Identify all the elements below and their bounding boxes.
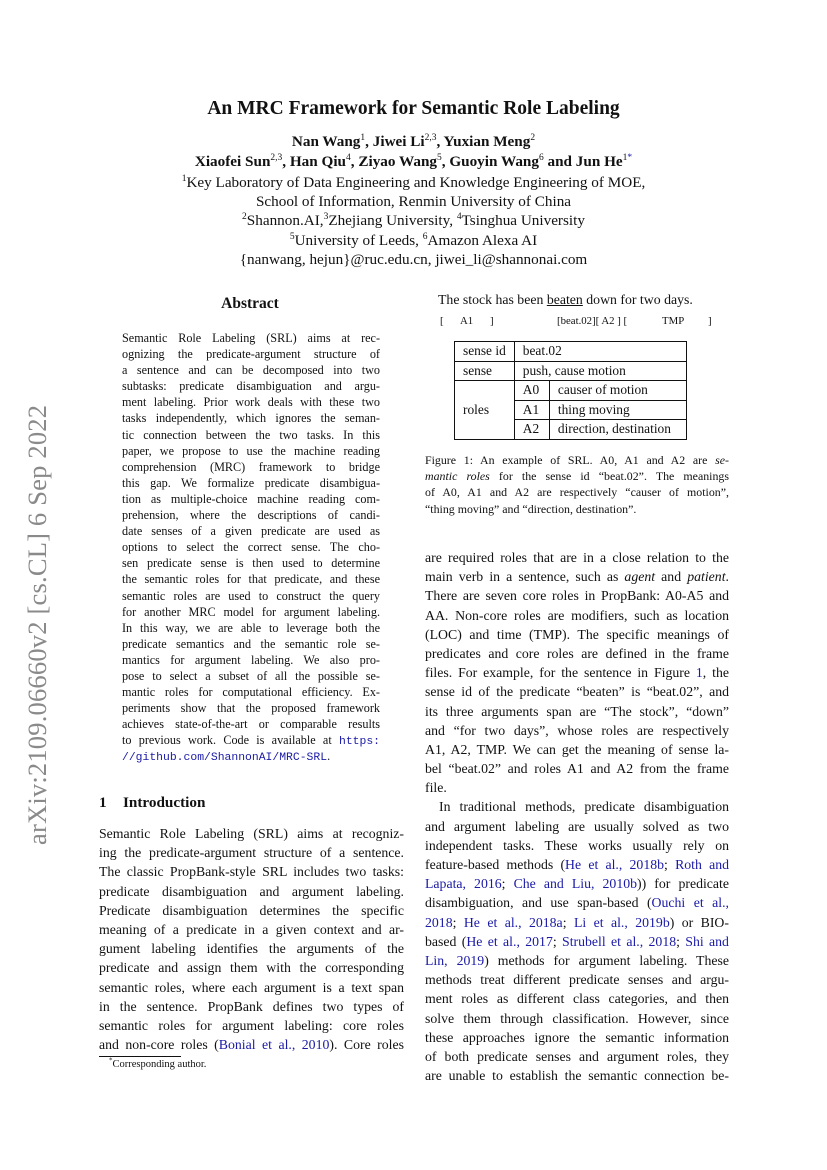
citation-link[interactable]: 2018 (425, 914, 453, 930)
body-line: and “for two days”, whose roles are respectively (425, 722, 729, 738)
argument-label: A1 (460, 315, 474, 327)
table-header-cell: sense (455, 361, 515, 381)
abstract-line: Semantic Role Labeling (SRL) aims at rec- (122, 331, 380, 345)
arxiv-stamp: arXiv:2109.06660v2 [cs.CL] 6 Sep 2022 (22, 404, 52, 845)
body-line: The classic PropBank-style SRL includes two tasks: (99, 864, 404, 880)
citation-link[interactable]: Che and Liu, 2010b (513, 876, 638, 892)
citation-link[interactable]: He et al., 2018a (463, 914, 563, 930)
abstract-line: for another MRC model for argument labeling. (122, 604, 380, 619)
figure-argument-brackets (440, 315, 720, 329)
body-line: and non-core roles (Bonial et al., 2010). Core roles (99, 1037, 404, 1053)
predicate-word: beaten (546, 292, 583, 307)
body-line: based (He et al., 2017; Strubell et al., 2018; Shi and (425, 933, 729, 949)
body-line: gument labeling identifies the arguments of the (99, 941, 404, 957)
body-line: predicate and assign them with the corresponding (99, 960, 404, 976)
abstract-line: ment labeling. Prior work deals with these two (122, 395, 380, 410)
body-line: Lin, 2019) methods for argument labeling. These (425, 952, 730, 968)
abstract-line: tic connection between the two tasks. In this (122, 427, 380, 442)
body-line: In traditional methods, predicate disambiguation (439, 799, 729, 815)
table-header-cell: roles (455, 381, 515, 440)
body-line: AA. Non-core roles are modifiers, such as location (425, 607, 729, 623)
paper-title: An MRC Framework for Semantic Role Labeling (207, 98, 620, 119)
body-line: Semantic Role Labeling (SRL) aims at recogniz- (99, 826, 404, 841)
body-line: ment roles as different class categories, and then (425, 991, 729, 1007)
author: Han Qiu (289, 153, 346, 170)
body-line: disambiguation, and use span-based (Ouchi et al., (425, 895, 729, 911)
abstract-line: achieves state-of-the-art or comparable results (122, 717, 380, 732)
body-line: semantic roles, where each argument is a text span (99, 979, 404, 995)
introduction-left-column (99, 824, 404, 1054)
body-line: predicate disambiguation and argument labeling. (99, 883, 404, 899)
abstract-line: tasks independently, which ignores the seman- (122, 411, 380, 426)
affiliation-5-6: $^5$University of Leeds, $^6$Amazon Alexa AI (289, 231, 538, 249)
citation-link[interactable]: Strubell et al., 2018 (562, 933, 677, 949)
figure-ref-link[interactable]: 1 (695, 665, 703, 681)
citation-link[interactable]: He et al., 2018b (565, 857, 665, 872)
abstract-line: subtasks: predicate disambiguation and argu- (122, 379, 380, 394)
author: Jiwei Li (372, 133, 425, 150)
body-line: its three arguments span are “The stock”, “down” (425, 703, 729, 719)
bracket: [ (440, 315, 444, 327)
abstract-line: predicate semantics and the semantic role se- (122, 636, 380, 651)
abstract-line: options to select the correct sense. The cho- (122, 540, 380, 555)
affiliation-1: $^1$Key Laboratory of Data Engineering and Knowledge Engineering of MOE, (181, 173, 646, 191)
body-line: main verb in a sentence, such as agent and patient. (425, 569, 729, 585)
body-line: Predicate disambiguation determines the specific (99, 902, 404, 918)
abstract-line: mantics for argument labeling. We also pro- (122, 652, 380, 667)
body-line: ing the predicate-argument structure of a sentence. (99, 845, 404, 861)
body-line: bel “beat.02” and roles A1 and A2 from the frame (425, 761, 729, 777)
citation-link[interactable]: Li et al., 2019b (573, 914, 670, 930)
table-cell: causer of motion (549, 381, 686, 401)
author: Nan Wang (291, 133, 361, 150)
code-link[interactable]: https: (338, 736, 380, 749)
abstract-body (122, 330, 380, 765)
footnote: *Corresponding author. (109, 1056, 207, 1070)
code-link[interactable]: //github.com/ShannonAI/MRC-SRL (122, 752, 328, 765)
abstract-line: paper, we propose to use the machine reading (122, 443, 380, 458)
abstract-line: the semantic roles for that predicate, and these (122, 572, 380, 587)
abstract-line: this gap. We formalize predicate disambigua- (122, 475, 380, 490)
table-row (455, 381, 687, 401)
abstract-line: prehension, where the descriptions of candi- (122, 508, 380, 523)
bracket: ] (490, 315, 494, 327)
authors-line-2: Xiaofei Sun$^{2,3}$, Han Qiu$^4$, Ziyao Wang$^5$, Guoyin Wang$^6$ and Jun $He^{1*}$ (194, 152, 633, 170)
citation-link[interactable]: He et al., 2017 (466, 933, 553, 949)
body-line: (LOC) and time (TMP). The specific meanings of (425, 626, 729, 642)
body-line: files. For example, for the sentence in Figure 1, the (425, 665, 729, 681)
table-cell: thing moving (549, 400, 686, 420)
citation-link[interactable]: Lin, 2019 (425, 952, 485, 968)
abstract-line: a sentence and can be decomposed into two (122, 363, 380, 378)
table-cell: beat.02 (514, 342, 686, 362)
body-line: semantic roles for argument labeling: core roles (99, 1017, 404, 1033)
affiliation-2-3-4: $^2$Shannon.AI,$^3$Zhejiang University, $^4$Tsinghua University (242, 211, 585, 229)
author: Ziyao Wang (358, 153, 437, 170)
body-line: methods treat different predicate senses and argu- (425, 972, 729, 988)
body-line: meaning of a predicate in a given context and ar- (99, 921, 404, 937)
table-cell: A1 (514, 400, 549, 420)
body-line: independent tasks. These works usually rely on (425, 837, 729, 853)
table-row (455, 361, 687, 381)
abstract-line: mantic roles for computational efficiency. Ex- (122, 685, 380, 700)
argument-label: TMP (662, 315, 685, 327)
table-cell: push, cause motion (514, 361, 686, 381)
argument-label: [beat.02][ A2 ] [ (557, 315, 628, 327)
author: Yuxian Meng (443, 133, 531, 150)
abstract-line: tion as multiple-choice machine reading com- (122, 491, 380, 506)
abstract-heading: Abstract (221, 295, 279, 312)
abstract-line: semantic roles are used to construct the query (122, 588, 380, 603)
body-line: of both predicate senses and argument roles, they (425, 1048, 729, 1064)
table-row (455, 342, 687, 362)
figure-caption: Figure 1: An example of SRL. A0, A1 and A2 are se- mantic roles for the sense id “beat.02”. The meanings of A0, A1 and A2 are respectively “causer of motion”, “thing moving” and “direction, destination”. (425, 453, 729, 516)
body-line: these approaches ignore the semantic information (425, 1029, 729, 1045)
figure-example-sentence: The stock has been beaten down for two days. (438, 292, 693, 307)
table-cell: A0 (514, 381, 549, 401)
authors-line-1: Nan Wang$^1$, Jiwei Li$^{2,3}$, Yuxian Meng$^2$ (291, 132, 536, 150)
section-heading-introduction: 1 Introduction (99, 794, 206, 811)
body-line: There are seven core roles in PropBank: A0-A5 and (425, 588, 729, 604)
affiliation-1b: School of Information, Renmin University of China (255, 193, 572, 210)
body-line: predicates and core roles are defined in the frame (425, 645, 729, 661)
author: Xiaofei Sun (194, 153, 271, 170)
abstract-line: date senses of a given predicate are used as (122, 524, 380, 539)
figure-sense-table (454, 341, 687, 440)
corresponding-author-mark[interactable]: * (627, 152, 633, 163)
body-line: Lapata, 2016; Che and Liu, 2010b)) for predicate (425, 876, 729, 892)
body-line: and argument labeling are usually solved as two (425, 818, 729, 834)
body-line: file. (425, 780, 447, 796)
abstract-line: ognizing the predicate-argument structure of (122, 347, 380, 362)
abstract-line: pose to select a subset of all the possible se- (122, 668, 380, 683)
body-line: A1, A2, TMP. We can get the meaning of sense la- (425, 741, 729, 757)
citation-link[interactable]: Bonial et al., 2010 (218, 1037, 330, 1053)
body-line: sense id of the predicate “beaten” is “beat.02”, and (425, 684, 729, 700)
author: Guoyin Wang (449, 153, 539, 170)
bracket: ] (708, 315, 712, 327)
citation-link[interactable]: Lapata, 2016 (425, 876, 502, 892)
body-line: are required roles that are in a close relation to the (425, 550, 729, 565)
citation-link[interactable]: Ouchi et al., (651, 895, 729, 911)
table-cell: A2 (514, 420, 549, 440)
citation-link[interactable]: Shi and (685, 933, 729, 949)
author-emails: {nanwang, hejun}@ruc.edu.cn, jiwei_li@shannonai.com (239, 251, 588, 268)
abstract-line: comprehension (MRC) framework to bridge (122, 459, 380, 474)
body-line: in the sentence. PropBank defines two types of (99, 998, 404, 1014)
abstract-line: sen predicate sense is then used to determine (122, 556, 380, 571)
body-line: 2018; He et al., 2018a; Li et al., 2019b) or BIO- (425, 914, 729, 930)
table-cell: direction, destination (549, 420, 686, 440)
citation-link[interactable]: Roth and (675, 857, 730, 872)
introduction-right-column (425, 548, 729, 1085)
body-line: are unable to establish the semantic connection be- (425, 1068, 729, 1084)
abstract-line: to previous work. Code is available at https: (122, 733, 380, 749)
table-header-cell: sense id (455, 342, 515, 362)
abstract-line: periments show that the proposed framework (122, 701, 380, 716)
body-line: solve them through classification. However, since (425, 1010, 729, 1026)
abstract-line: //github.com/ShannonAI/MRC-SRL. (122, 749, 331, 765)
author: Jun He (575, 153, 623, 170)
body-line: feature-based methods (He et al., 2018b; Roth and (425, 857, 730, 872)
abstract-line: In this way, we are able to leverage both the (122, 620, 380, 635)
